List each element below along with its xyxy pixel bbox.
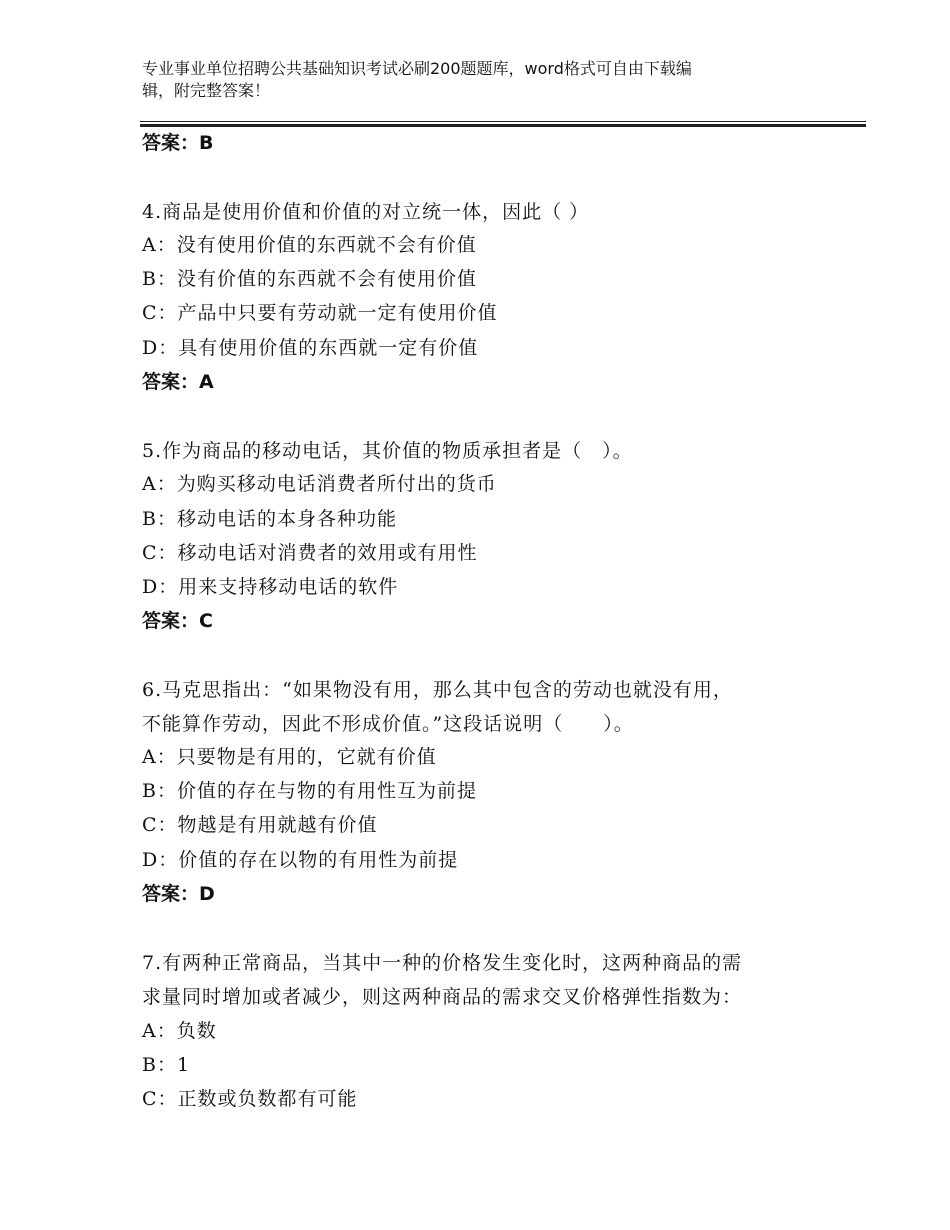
question-5-option-d: D：用来支持移动电话的软件 [142, 576, 399, 598]
stem-line: 6.马克思指出：“如果物没有用，那么其中包含的劳动也就没有用， [142, 679, 733, 701]
document-header [142, 58, 792, 102]
question-5-stem [142, 434, 802, 468]
question-4-option-d: D：具有使用价值的东西就一定有价值 [142, 337, 479, 359]
stem-line: 不能算作劳动，因此不形成价值。”这段话说明（ ）。 [142, 713, 634, 735]
question-5-option-c: C：移动电话对消费者的效用或有用性 [142, 542, 478, 564]
question-6-option-b: B：价值的存在与物的有用性互为前提 [142, 780, 477, 802]
question-7-stem [142, 946, 802, 1014]
answer-previous: 答案：B [142, 132, 214, 154]
question-6-stem [142, 673, 802, 741]
question-7-option-a: A：负数 [142, 1020, 217, 1042]
question-7-option-b: B：1 [142, 1054, 191, 1076]
question-4-option-a: A：没有使用价值的东西就不会有价值 [142, 234, 477, 256]
question-4-option-b: B：没有价值的东西就不会有使用价值 [142, 268, 477, 290]
question-4-stem [142, 195, 802, 229]
stem-line: 7.有两种正常商品，当其中一种的价格发生变化时，这两种商品的需 [142, 952, 743, 974]
header-rule-thick [140, 124, 866, 127]
question-6-option-c: C：物越是有用就越有价值 [142, 814, 378, 836]
question-7-option-c: C：正数或负数都有可能 [142, 1088, 358, 1110]
stem-line: 求量同时增加或者减少，则这两种商品的需求交叉价格弹性指数为： [142, 986, 743, 1008]
header-line-1: 专业事业单位招聘公共基础知识考试必刷200题题库，word格式可自由下载编 [142, 59, 692, 78]
question-4-option-c: C：产品中只要有劳动就一定有使用价值 [142, 302, 498, 324]
header-rule-thin [140, 121, 866, 122]
question-5-answer: 答案：C [142, 610, 213, 632]
question-5-option-a: A：为购买移动电话消费者所付出的货币 [142, 473, 497, 495]
question-6-option-a: A：只要物是有用的，它就有价值 [142, 746, 437, 768]
question-6-option-d: D：价值的存在以物的有用性为前提 [142, 849, 459, 871]
question-4-answer: 答案：A [142, 371, 214, 393]
question-6-answer: 答案：D [142, 883, 215, 905]
stem-line: 4.商品是使用价值和价值的对立统一体，因此（ ） [142, 201, 590, 223]
question-5-option-b: B：移动电话的本身各种功能 [142, 508, 397, 530]
stem-line: 5.作为商品的移动电话，其价值的物质承担者是（ ）。 [142, 440, 633, 462]
header-line-2: 辑，附完整答案！ [142, 81, 271, 100]
